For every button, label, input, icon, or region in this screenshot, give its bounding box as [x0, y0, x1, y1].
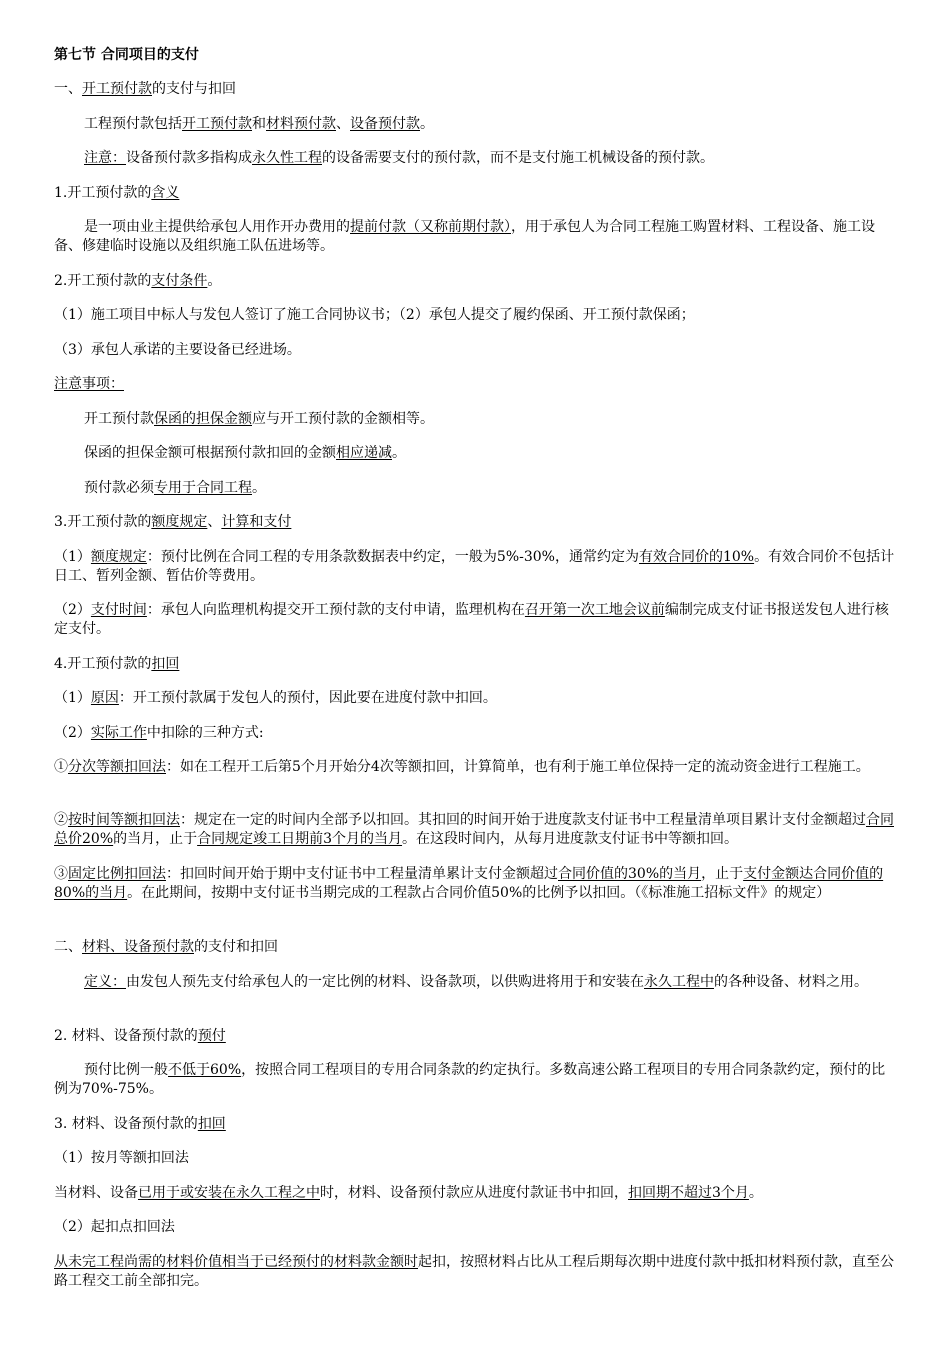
monthly-recovery-method: （1）按月等额扣回法 — [54, 1150, 189, 1166]
method-2: ②按时间等额扣回法：规定在一定的时间内全部予以扣回。其扣回的时间开始于进度款支付证书中工程量清单项目累计支付金额超过合同总价20%的当月，止于合同规定竣工日期前3个月的当月。在这段时间内，从每月进度款支付证书中等额扣回。 — [54, 812, 894, 847]
amount-rule: （1）额度规定：预付比例在合同工程的专用条款数据表中约定，一般为5%-30%，通常约定为有效合同价的10%。有效合同价不包括计日工、暂列金额、暂估价等费用。 — [54, 549, 895, 584]
note-item-1: 开工预付款保函的担保金额应与开工预付款的金额相等。 — [84, 411, 434, 427]
heading-3-amount: 3.开工预付款的额度规定、计算和支付 — [54, 514, 292, 530]
method-1: ①分次等额扣回法：如在工程开工后第5个月开始分4次等额扣回，计算简单，也有利于施工单位保持一定的流动资金进行工程施工。 — [54, 759, 870, 775]
recovery-methods-intro: （2）实际工作中扣除的三种方式: — [54, 725, 264, 741]
condition-3: （3）承包人承诺的主要设备已经进场。 — [54, 342, 301, 358]
recovery-reason: （1）原因：开工预付款属于发包人的预付，因此要在进度付款中扣回。 — [54, 690, 497, 706]
section-1-heading: 一、开工预付款的支付与扣回 — [54, 81, 236, 97]
paragraph-prepayment-types: 工程预付款包括开工预付款和材料预付款、设备预付款。 — [84, 116, 434, 132]
heading-2-conditions: 2.开工预付款的支付条件。 — [54, 273, 222, 289]
conditions-1-2: （1）施工项目中标人与发包人签订了施工合同协议书；（2）承包人提交了履约保函、开工预付款保函； — [54, 307, 695, 323]
start-point-text: 从未完工程尚需的材料价值相当于已经预付的材料款金额时起扣，按照材料占比从工程后期每次期中进度付款中抵扣材料预付款，直至公路工程交工前全部扣完。 — [54, 1254, 894, 1289]
note-item-3: 预付款必须专用于合同工程。 — [84, 480, 266, 496]
heading-4-recovery: 4.开工预付款的扣回 — [54, 656, 180, 672]
section-2-heading: 二、材料、设备预付款的支付和扣回 — [54, 939, 278, 955]
notes-heading: 注意事项： — [54, 376, 124, 392]
heading-material-recovery: 3. 材料、设备预付款的扣回 — [54, 1116, 226, 1132]
monthly-recovery-text: 当材料、设备已用于或安装在永久工程之中时，材料、设备预付款应从进度付款证书中扣回，扣回期不超过3个月。 — [54, 1185, 763, 1201]
payment-time: （2）支付时间：承包人向监理机构提交开工预付款的支付申请，监理机构在召开第一次工地会议前编制完成支付证书报送发包人进行核定支付。 — [54, 602, 889, 637]
method-3: ③固定比例扣回法：扣回时间开始于期中支付证书中工程量清单累计支付金额超过合同价值的30%的当月，止于支付金额达合同价值的80%的当月。在此期间，按期中支付证书当期完成的工程款占合同价值50%的比例予以扣回。（《标准施工招标文件》的规定） — [54, 866, 884, 901]
material-prepay-ratio: 预付比例一般不低于60%，按照合同工程项目的专用合同条款的约定执行。多数高速公路工程项目的专用合同条款约定，预付的比例为70%-75%。 — [54, 1062, 886, 1097]
note-equipment-prepayment: 注意：设备预付款多指构成永久性工程的设备需要支付的预付款，而不是支付施工机械设备的预付款。 — [84, 150, 714, 166]
section-title: 第七节 合同项目的支付 — [54, 47, 199, 63]
start-point-method: （2）起扣点扣回法 — [54, 1219, 175, 1235]
paragraph-definition: 是一项由业主提供给承包人用作开办费用的提前付款（又称前期付款），用于承包人为合同工程施工购置材料、工程设备、施工设备、修建临时设施以及组织施工队伍进场等。 — [54, 219, 875, 254]
note-item-2: 保函的担保金额可根据预付款扣回的金额相应递减。 — [84, 445, 406, 461]
heading-1-meaning: 1.开工预付款的含义 — [54, 185, 180, 201]
heading-material-prepay: 2. 材料、设备预付款的预付 — [54, 1028, 226, 1044]
material-definition: 定义：由发包人预先支付给承包人的一定比例的材料、设备款项，以供购进将用于和安装在永久工程中的各种设备、材料之用。 — [84, 974, 868, 990]
